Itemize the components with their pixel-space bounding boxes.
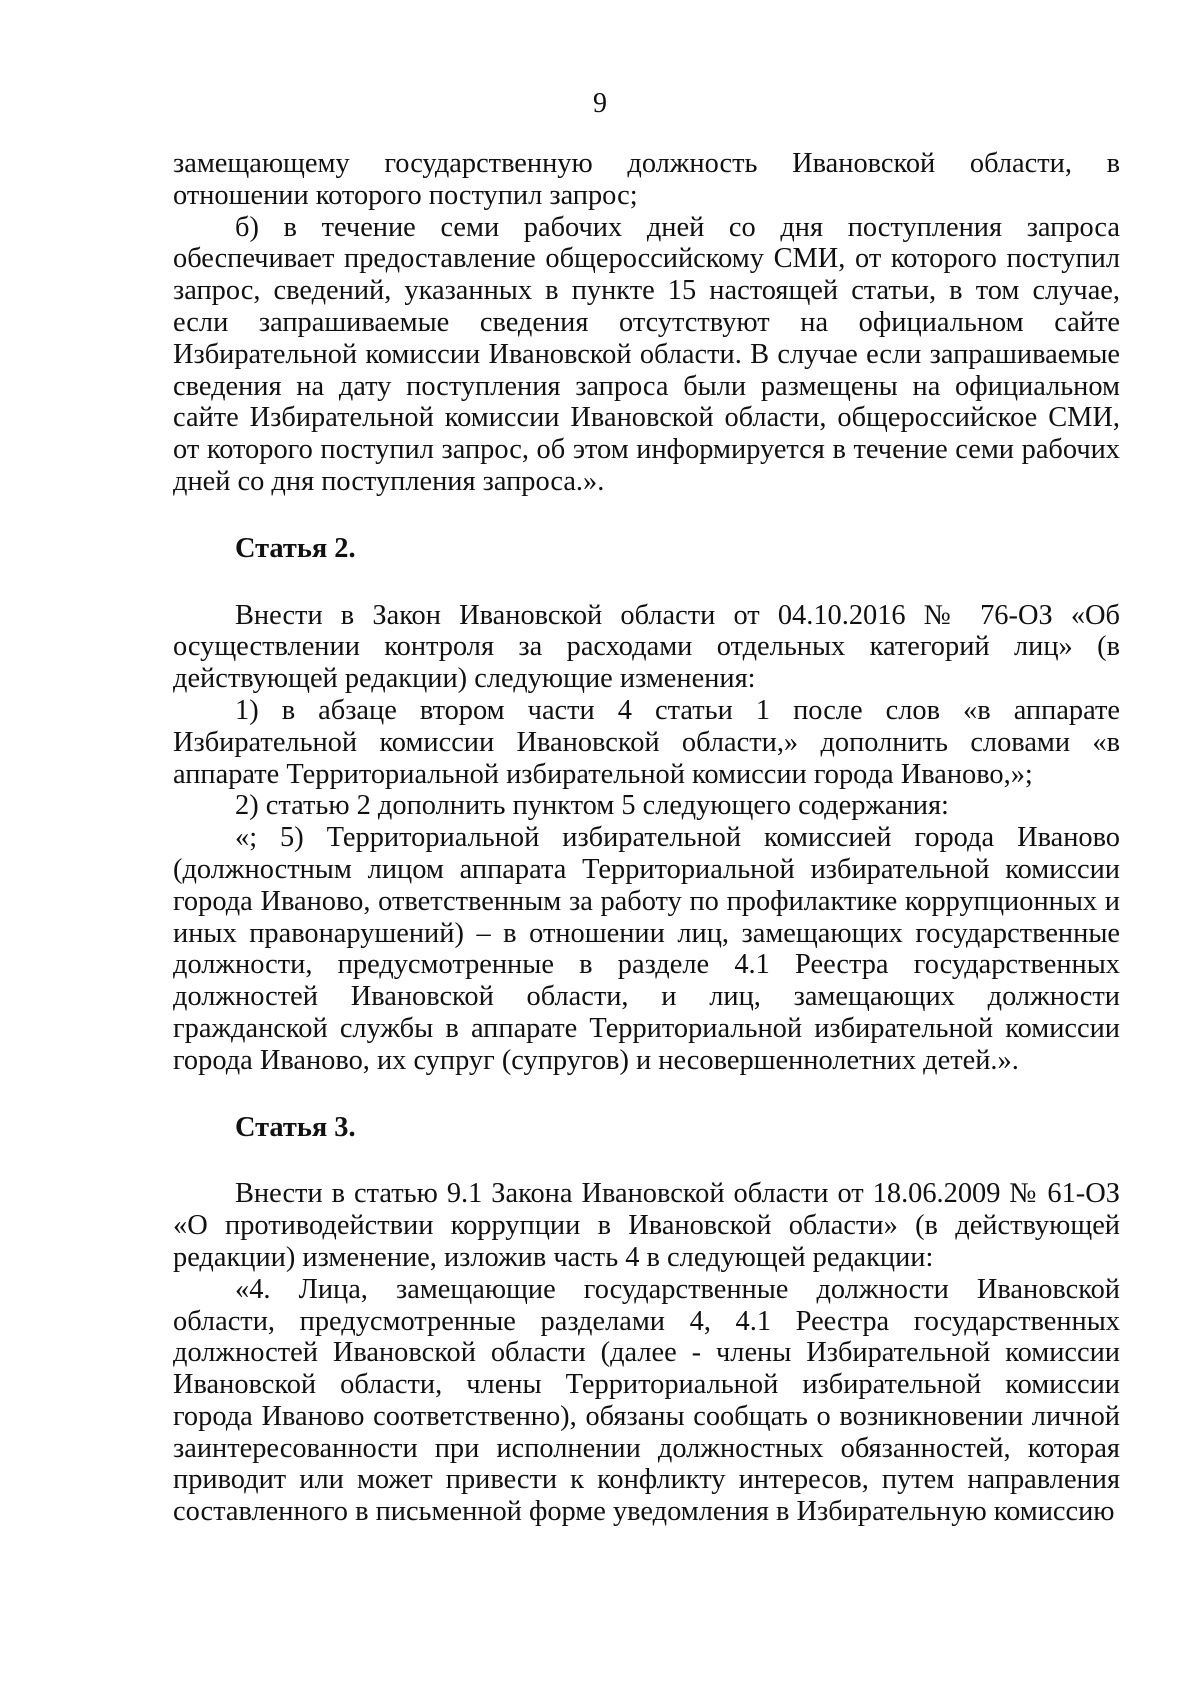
page-number: 9 [593,88,607,119]
article-3-intro: Внести в статью 9.1 Закона Ивановской области от 18.06.2009 № 61-ОЗ «О противодействии коррупции в Ивановской области» (в действующей редакции) изменение, изложив часть 4 в следующей редакции: [173,1178,1120,1273]
article-heading-2: Статья 2. [235,532,356,564]
article-2-intro: Внести в Закон Ивановской области от 04.10.2016 № 76-ОЗ «Об осуществлении контроля за расходами отдельных категорий лиц» (в действующей редакции) следующие изменения: [173,599,1120,695]
article-2-item-5-text: «; 5) Территориальной избирательной комиссией города Иваново (должностным лицом аппарата Территориальной избирательной комиссии города Иваново, ответственным за работу по профилактике коррупционных и иных правонарушений) – в отношении лиц, замещающих государственные должности, предусмотренные в разделе 4.1 Реестра государственных должностей Ивановской области, и лиц, замещающих должности гражданской службы в аппарате Территориальной избирательной комиссии города Иваново, их супруг (супругов) и несовершеннолетних детей.». [173,822,1120,1076]
article-2-item-1: 1) в абзаце втором части 4 статьи 1 после слов «в аппарате Избирательной комиссии Ивановской области,» дополнить словами «в аппарате Территориальной избирательной комиссии города Иваново,»; [173,694,1120,790]
document-body [173,148,1120,1528]
article-3-part-4-text: «4. Лица, замещающие государственные должности Ивановской области, предусмотренные разделами 4, 4.1 Реестра государственных должностей Ивановской области (далее - члены Избирательной комиссии Ивановской области, члены Территориальной избирательной комиссии города Иваново соответственно), обязаны сообщать о возникновении личной заинтересованности при исполнении должностных обязанностей, которая приводит или может привести к конфликту интересов, путем направления составленного в письменной форме уведомления в Избирательную комиссию [173,1273,1120,1528]
paragraph-continuation: замещающему государственную должность Ивановской области, в отношении которого поступил запрос; [173,148,1120,211]
paragraph-subitem-b: б) в течение семи рабочих дней со дня поступления запроса обеспечивает предоставление общероссийскому СМИ, от которого поступил запрос, сведений, указанных в пункте 15 настоящей статьи, в том случае, если запрашиваемые сведения отсутствуют на официальном сайте Избирательной комиссии Ивановской области. В случае если запрашиваемые сведения на дату поступления запроса были размещены на официальном сайте Избирательной комиссии Ивановской области, общероссийское СМИ, от которого поступил запрос, об этом информируется в течение семи рабочих дней со дня поступления запроса.». [173,211,1120,497]
article-heading-3: Статья 3. [235,1111,356,1143]
article-2-item-2: 2) статью 2 дополнить пунктом 5 следующего содержания: [235,790,949,822]
